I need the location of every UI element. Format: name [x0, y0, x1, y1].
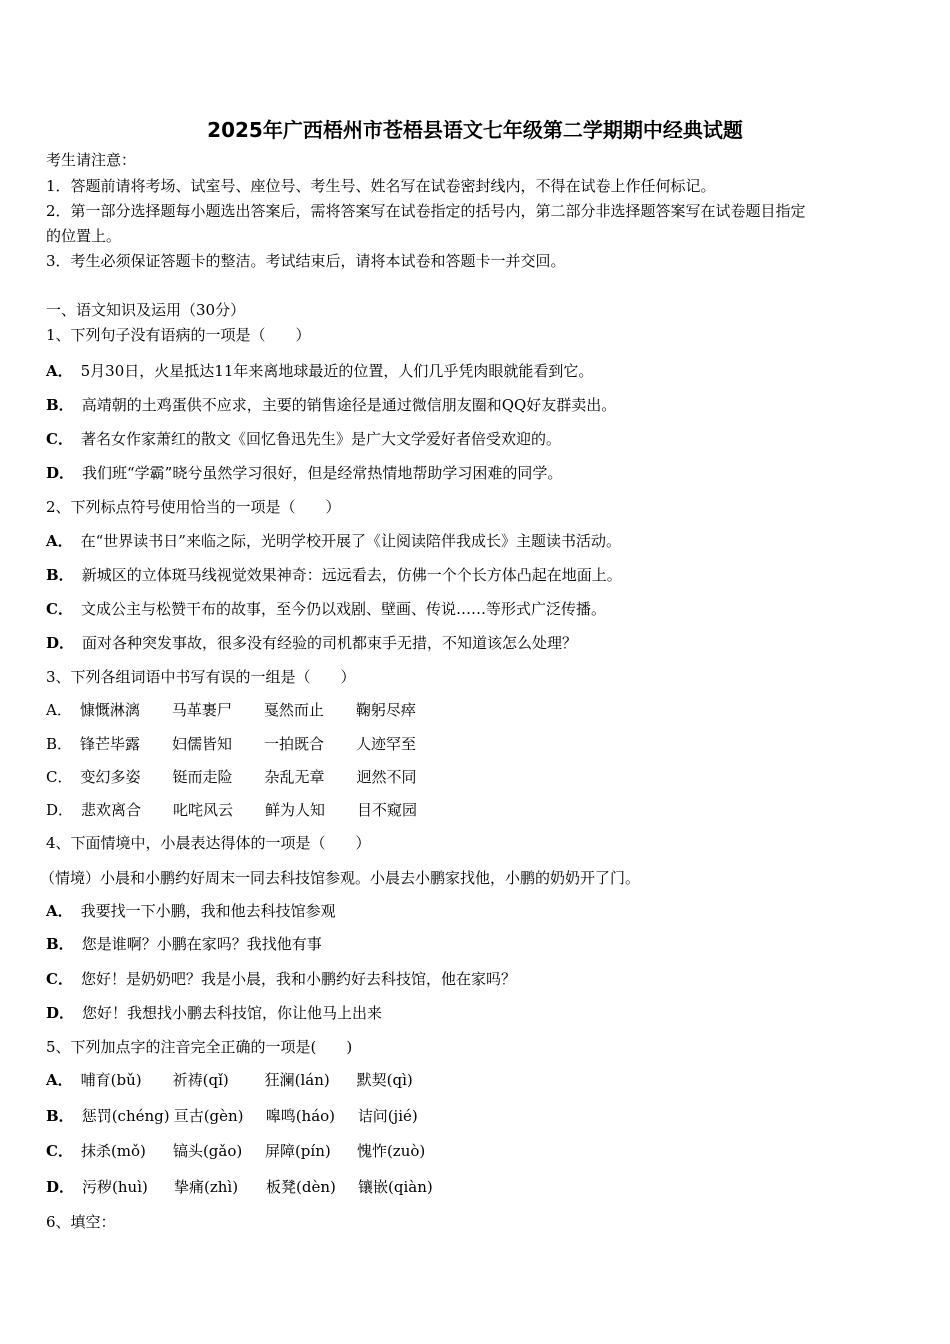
option-text: B．	[46, 935, 74, 953]
option	[46, 1141, 425, 1161]
option-text: 高靖朝的土鸡蛋供不应求，主要的销售途径是通过微信朋友圈和QQ好友群卖出。	[81, 396, 617, 414]
option-text: 惩罚(chéng)	[81, 1107, 170, 1125]
option-text: 板凳(dèn)	[266, 1178, 336, 1196]
option-text: 您好！我想找小鹏去科技馆，你让他马上出来	[82, 1004, 383, 1022]
option-text: B．	[46, 1107, 74, 1125]
option	[46, 395, 616, 415]
notice-item: 1．答题前请将考场、试室号、座位号、考生号、姓名写在试卷密封线内，不得在试卷上作任何标记。	[46, 177, 716, 195]
option-text: 污秽(huì)	[82, 1178, 148, 1196]
option-text: 迥然不同	[356, 768, 417, 786]
option-text: 新城区的立体斑马线视觉效果神奇：远远看去，仿佛一个个长方体凸起在地面上。	[81, 566, 622, 584]
option-text: 镶嵌(qiàn)	[358, 1178, 433, 1196]
notice-item: 2．第一部分选择题每小题选出答案后，需将答案写在试卷指定的括号内，第二部分非选择题答案写在试卷题目指定	[46, 202, 806, 220]
option-text: D．	[46, 1178, 75, 1196]
option-text: C．	[46, 600, 73, 618]
question-stem: 6、填空：	[46, 1213, 116, 1231]
option-text: 您是谁啊？小鹏在家吗？我找他有事	[81, 935, 322, 953]
option-text: D．	[46, 1004, 75, 1022]
option	[46, 1177, 433, 1197]
option-text: 我们班“学霸”晓兮虽然学习很好，但是经常热情地帮助学习困难的同学。	[82, 464, 563, 482]
option-text: C．	[46, 768, 73, 786]
option	[46, 633, 577, 653]
option-text: 挚痛(zhì)	[174, 1178, 239, 1196]
option-text: A．	[46, 701, 72, 719]
option-text: 祈祷(qǐ)	[172, 1071, 229, 1089]
option-text: C．	[46, 970, 73, 988]
option-text: 文成公主与松赞干布的故事，至今仍以戏剧、壁画、传说……等形式广泛传播。	[80, 600, 606, 618]
option-text: 鞠躬尽瘁	[355, 701, 416, 719]
option	[46, 1070, 413, 1090]
question-stem: 5、下列加点字的注音完全正确的一项是( )	[46, 1038, 353, 1056]
option-text: 亘古(gèn)	[173, 1107, 244, 1125]
option-text: 戛然而止	[263, 701, 324, 719]
option	[46, 800, 449, 820]
option-text: A．	[46, 362, 73, 380]
notice-heading: 考生请注意：	[46, 151, 137, 169]
option-text: B．	[46, 396, 74, 414]
option-text: 人迹罕至	[356, 735, 417, 753]
notice-item: 3．考生必须保证答题卡的整洁。考试结束后，请将本试卷和答题卡一并交回。	[46, 252, 566, 270]
option-text: 嗥鸣(háo)	[265, 1107, 336, 1125]
option	[46, 734, 448, 754]
section-heading: 一、语文知识及运用（30分）	[46, 301, 246, 319]
option-text: 目不窥园	[357, 801, 418, 819]
option-text: D．	[46, 801, 74, 819]
option-text: 屏障(pín)	[264, 1142, 331, 1160]
question-stem: 4、下面情境中，小晨表达得体的一项是（ ）	[46, 834, 371, 852]
option-text: 愧怍(zuò)	[356, 1142, 426, 1160]
notice-item: 的位置上。	[46, 227, 122, 245]
option-text: 妇儒皆知	[172, 735, 233, 753]
option-text: A．	[46, 532, 73, 550]
option-text: 5月30日，火星抵达11年来离地球最近的位置，人们几乎凭肉眼就能看到它。	[80, 362, 594, 380]
option-text: 面对各种突发事故，很多没有经验的司机都束手无措，不知道该怎么处理？	[82, 634, 578, 652]
option-text: 叱咤风云	[173, 801, 234, 819]
option-text: 哺育(bǔ)	[80, 1071, 142, 1089]
option	[46, 969, 516, 989]
option	[46, 767, 448, 787]
option-text: 马革裹尸	[171, 701, 232, 719]
option-text: A．	[46, 1071, 73, 1089]
option	[46, 934, 322, 954]
option	[46, 1003, 382, 1023]
option-text: 抹杀(mǒ)	[80, 1142, 146, 1160]
option-text: 默契(qì)	[356, 1071, 413, 1089]
option	[46, 429, 561, 449]
option	[46, 599, 606, 619]
option-text: B．	[46, 735, 73, 753]
option	[46, 565, 622, 585]
option-text: 铤而走险	[172, 768, 233, 786]
option-text: 您好！是奶奶吧？我是小晨，我和小鹏约好去科技馆，他在家吗？	[80, 970, 516, 988]
option-text: 镐头(gǎo)	[172, 1142, 243, 1160]
option-text: 慷慨淋漓	[79, 701, 140, 719]
option-text: 杂乱无章	[264, 768, 325, 786]
option-text: 我要找一下小鹏，我和他去科技馆参观	[80, 902, 336, 920]
question-stem: 2、下列标点符号使用恰当的一项是（ ）	[46, 498, 341, 516]
option-text: 鲜为人知	[265, 801, 326, 819]
option-text: 一拍既合	[264, 735, 325, 753]
option-text: C．	[46, 430, 73, 448]
option-text: C．	[46, 1142, 73, 1160]
option-text: 诘问(jié)	[357, 1107, 418, 1125]
page-title: 2025年广西梧州市苍梧县语文七年级第二学期期中经典试题	[207, 118, 743, 142]
option	[46, 700, 448, 720]
question-stem: 1、下列句子没有语病的一项是（ ）	[46, 326, 311, 344]
option	[46, 463, 562, 483]
option-text: 锋芒毕露	[80, 735, 141, 753]
option	[46, 1106, 418, 1126]
option-text: A．	[46, 902, 73, 920]
option	[46, 361, 593, 381]
option-text: 悲欢离合	[81, 801, 142, 819]
option-text: D．	[46, 464, 75, 482]
option-text: B．	[46, 566, 74, 584]
question-stem: 3、下列各组词语中书写有误的一组是（ ）	[46, 668, 356, 686]
question-context: （情境）小晨和小鹏约好周末一同去科技馆参观。小晨去小鹏家找他，小鹏的奶奶开了门。	[40, 869, 641, 887]
option-text: 著名女作家萧红的散文《回忆鲁迅先生》是广大文学爱好者倍受欢迎的。	[80, 430, 561, 448]
option-text: 在“世界读书日”来临之际，光明学校开展了《让阅读陪伴我成长》主题读书活动。	[80, 532, 621, 550]
option	[46, 901, 336, 921]
option-text: 狂澜(lán)	[264, 1071, 330, 1089]
option-text: 变幻多姿	[80, 768, 141, 786]
option-text: D．	[46, 634, 75, 652]
option	[46, 531, 621, 551]
